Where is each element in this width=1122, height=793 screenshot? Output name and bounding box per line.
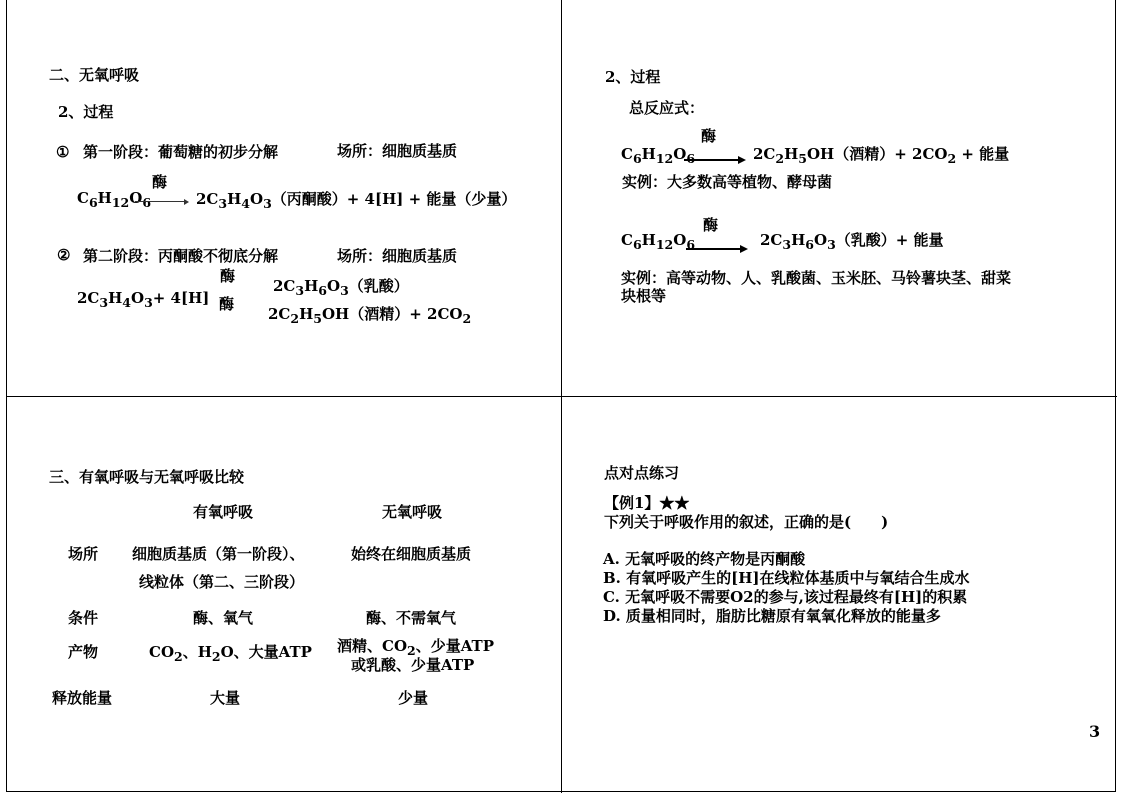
cell-anaerobic-condition: 酶、不需氧气 [366, 609, 457, 627]
eq1-arrow [135, 201, 187, 202]
eqB-example-line2: 块根等 [621, 287, 667, 305]
eqA-right: $2C_2H_5OH$（酒精）+ $2CO_2$ + 能量 [753, 145, 1010, 166]
option-c: C. 无氧呼吸不需要O2的参与,该过程最终有[H]的积累 [603, 588, 968, 606]
cell-aerobic-energy: 大量 [210, 689, 241, 707]
q2-subtitle: 2、过程 [605, 68, 661, 86]
cell-anaerobic-energy: 少量 [398, 689, 429, 707]
option-a: A. 无氧呼吸的终产物是丙酮酸 [603, 550, 806, 568]
page-number: 3 [1089, 722, 1101, 741]
cell-anaerobic-place: 始终在细胞质基质 [351, 545, 472, 563]
eqA-example: 实例：大多数高等植物、酵母菌 [622, 173, 833, 191]
cell-aerobic-place-1: 细胞质基质（第一阶段）、 [132, 545, 305, 563]
eqB-arrow [686, 248, 746, 250]
col-header-anaerobic: 无氧呼吸 [382, 503, 443, 521]
eq2-enzyme-2: 酶 [219, 295, 235, 313]
option-b: B. 有氧呼吸产生的[H]在线粒体基质中与氧结合生成水 [603, 569, 970, 587]
eq2-enzyme-1: 酶 [220, 267, 236, 285]
cell-aerobic-product: $CO_2$、$H_2O$、大量ATP [149, 643, 312, 664]
example-label: 【例1】★★ [604, 494, 690, 512]
eqA-left: $C_6H_{12}O_6$ [621, 145, 696, 166]
eq1-left: $C_6H_{12}O_6$ [77, 189, 152, 210]
eqB-right: $2C_3H_6O_3$（乳酸）+ 能量 [760, 231, 944, 252]
question-text: 下列关于呼吸作用的叙述，正确的是( ) [604, 513, 889, 531]
eqB-left: $C_6H_{12}O_6$ [621, 231, 696, 252]
cell-aerobic-place-2: 线粒体（第二、三阶段） [139, 573, 305, 591]
eq2-right-lactic: $2C_3H_6O_3$（乳酸） [273, 277, 409, 298]
stage2-label: 第二阶段：丙酮酸不彻底分解 [83, 247, 279, 265]
eqB-enzyme: 酶 [703, 216, 719, 234]
stage2-number: ② [57, 246, 71, 264]
eq1-right: $2C_3H_4O_3$（丙酮酸）+ 4[H] + 能量（少量） [196, 190, 517, 211]
eq2-left: $2C_3H_4O_3+ 4[H]$ [77, 289, 210, 310]
vertical-divider [561, 0, 562, 793]
q1-title: 二、无氧呼吸 [49, 66, 140, 84]
col-header-aerobic: 有氧呼吸 [193, 503, 254, 521]
cell-anaerobic-product-2: 或乳酸、少量ATP [351, 656, 475, 674]
total-equation-label: 总反应式： [629, 99, 705, 117]
row-label-energy: 释放能量 [52, 689, 113, 707]
cell-aerobic-condition: 酶、氧气 [193, 609, 254, 627]
eq1-enzyme: 酶 [152, 173, 168, 191]
option-d: D. 质量相同时，脂肪比糖原有氧氧化释放的能量多 [603, 607, 941, 625]
stage1-number: ① [56, 143, 70, 161]
eqA-enzyme: 酶 [701, 127, 717, 145]
cell-anaerobic-product-1: 酒精、$CO_2$、少量ATP [337, 637, 494, 658]
q4-title: 点对点练习 [604, 464, 680, 482]
eqB-example-line1: 实例：高等动物、人、乳酸菌、玉米胚、马铃薯块茎、甜菜 [621, 269, 1012, 287]
row-label-place: 场所 [68, 545, 99, 563]
q3-title: 三、有氧呼吸与无氧呼吸比较 [49, 468, 245, 486]
row-label-condition: 条件 [68, 609, 99, 627]
stage1-place: 场所：细胞质基质 [337, 142, 458, 160]
stage1-label: 第一阶段：葡萄糖的初步分解 [83, 143, 279, 161]
eq2-right-alcohol: $2C_2H_5OH$（酒精）+ $2CO_2$ [268, 305, 472, 326]
q1-subtitle: 2、过程 [58, 103, 114, 121]
row-label-product: 产物 [68, 643, 99, 661]
stage2-place: 场所：细胞质基质 [337, 247, 458, 265]
eqA-arrow [684, 159, 744, 161]
